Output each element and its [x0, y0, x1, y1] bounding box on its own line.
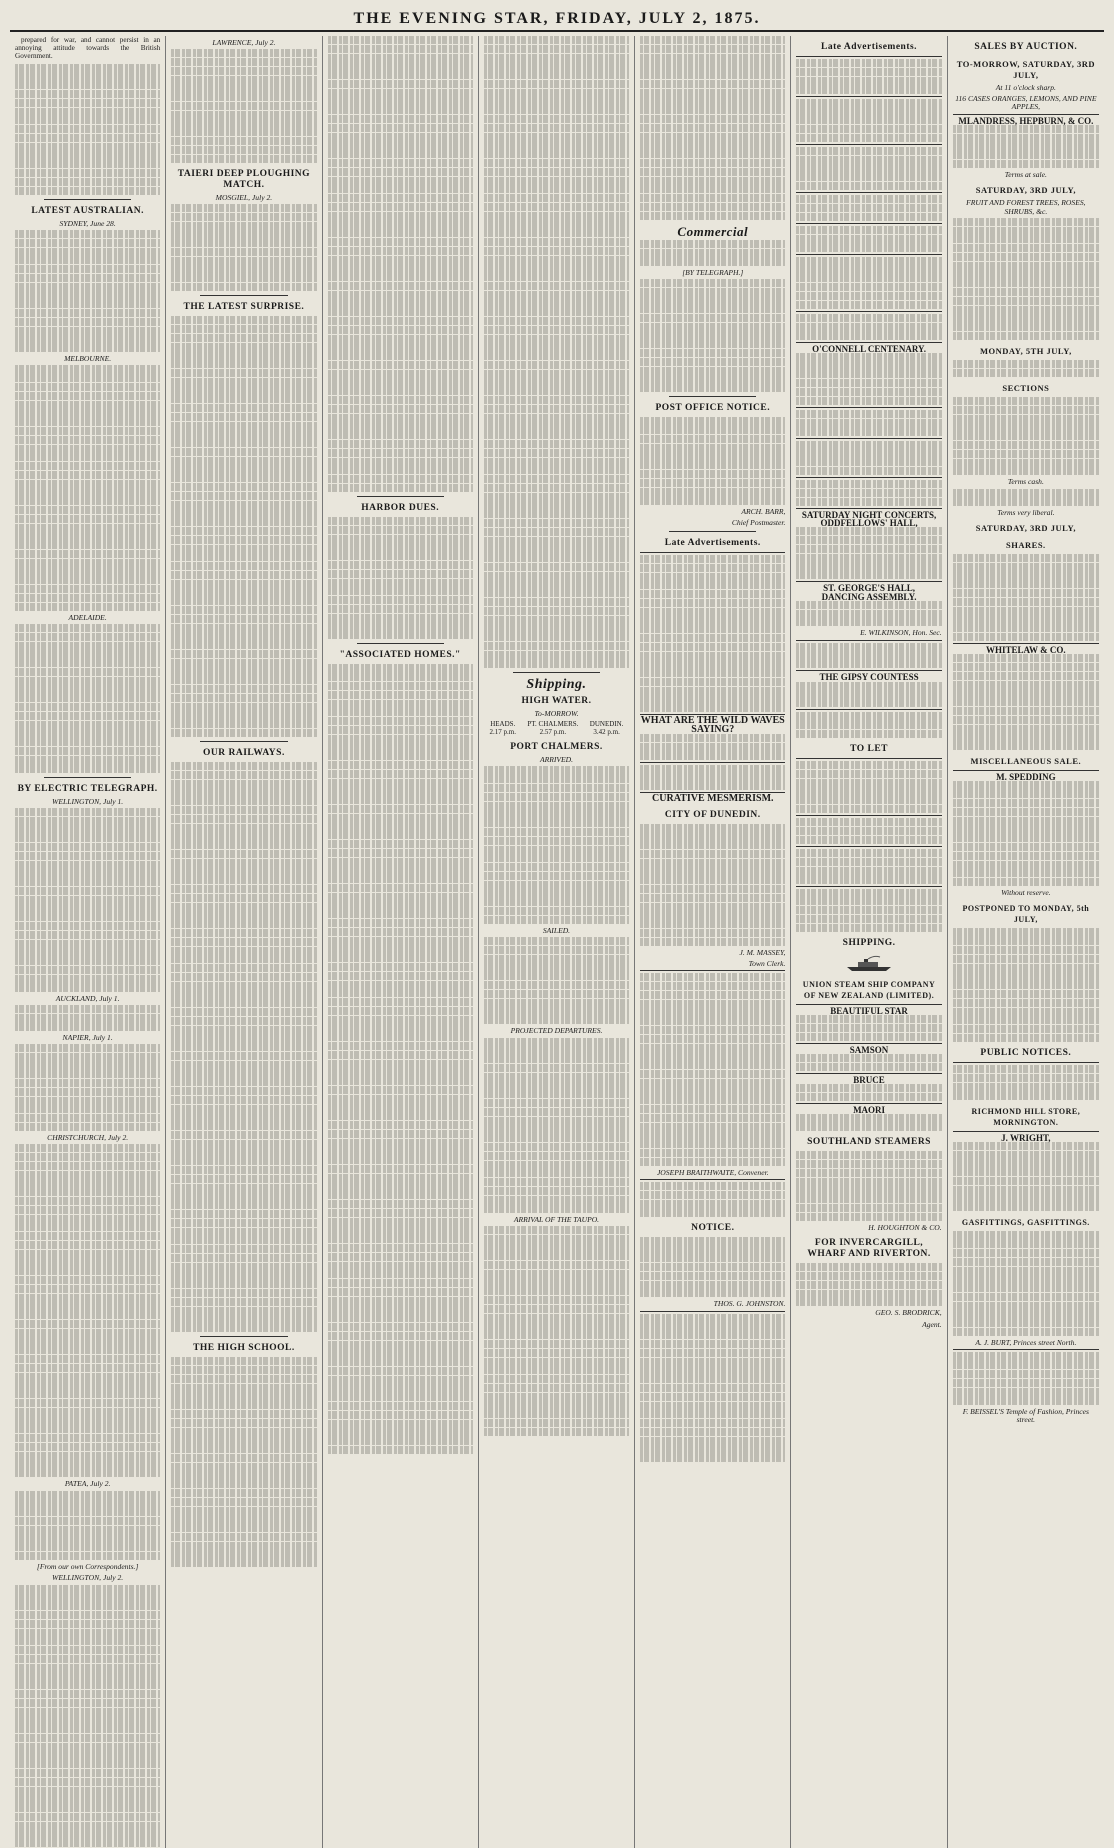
ad-title: MAORI	[853, 1105, 886, 1116]
text-block	[796, 1151, 941, 1221]
ad-block	[640, 762, 785, 791]
text-block	[953, 781, 1099, 886]
auction-line: Terms very liberal.	[997, 507, 1055, 517]
text-block	[796, 147, 941, 190]
ad-block	[953, 1062, 1099, 1100]
text-block	[640, 734, 785, 760]
signature: A. J. BURT, Princes street North.	[975, 1338, 1077, 1348]
ad-title: SAMSON	[849, 1044, 889, 1055]
text-block	[953, 218, 1099, 340]
article-intro: prepared for war, and cannot persist in an annoying attitude towards the British Government.	[15, 36, 161, 61]
text-block	[328, 664, 473, 1454]
divider	[669, 531, 756, 532]
ad-block	[640, 1311, 785, 1463]
signature: JOSEPH BRAITHWAITE, Convener.	[656, 1167, 769, 1177]
text-block	[796, 257, 941, 309]
ad-block	[796, 342, 941, 405]
headline: TAIERI DEEP PLOUGHING MATCH.	[177, 168, 311, 190]
text-block	[640, 417, 785, 504]
ad-block	[796, 477, 941, 506]
column-5	[635, 36, 791, 1848]
auction-line: FRUIT AND FOREST TREES, ROSES, SHRUBS, &c.	[966, 198, 1086, 216]
headline: SATURDAY, 3RD JULY,	[975, 522, 1076, 533]
ad-block	[953, 1349, 1099, 1404]
ad-title: O'CONNELL CENTENARY.	[812, 343, 926, 354]
ad-block	[796, 709, 941, 738]
tide-value: 2.17 p.m.	[489, 728, 516, 737]
headline: Late Advertisements.	[664, 537, 761, 548]
section-title: Shipping.	[526, 676, 587, 692]
text-block	[640, 279, 785, 393]
text-block	[796, 712, 941, 738]
text-block	[796, 1114, 941, 1131]
text-block	[796, 682, 941, 708]
ad-block	[796, 1073, 941, 1101]
text-block	[953, 125, 1099, 168]
signature: GEO. S. BRODRICK,	[875, 1308, 942, 1318]
signature: J. M. MASSEY,	[739, 947, 786, 957]
text-block	[15, 64, 160, 195]
headline: GASFITTINGS, GASFITTINGS.	[961, 1218, 1090, 1228]
text-block	[640, 1182, 785, 1217]
text-block	[15, 1044, 160, 1131]
text-block	[171, 204, 316, 291]
text-block	[15, 230, 160, 352]
ad-block	[796, 407, 941, 436]
divider	[44, 199, 131, 200]
auction-line: 116 CASES ORANGES, LEMONS, AND PINE APPLES,	[955, 94, 1097, 112]
ad-title: WHAT ARE THE WILD WAVES SAYING?	[640, 715, 785, 735]
text-block	[171, 316, 316, 737]
signature: E. WILKINSON, Hon. Sec.	[860, 628, 942, 638]
text-block	[953, 928, 1099, 1042]
text-block	[796, 761, 941, 813]
ad-block	[796, 815, 941, 844]
headline: Late Advertisements.	[821, 42, 918, 52]
text-block	[796, 353, 941, 405]
ad-block	[640, 552, 785, 712]
ad-title: ST. GEORGE'S HALL,	[823, 583, 915, 594]
text-block	[15, 1585, 160, 1848]
ad-block	[796, 438, 941, 476]
tide-table	[484, 720, 629, 736]
text-block	[953, 1231, 1099, 1336]
tide-cell	[590, 720, 624, 736]
headline: OUR RAILWAYS.	[203, 748, 285, 759]
ad-block	[796, 192, 941, 221]
firm-name: J. WRIGHT,	[1001, 1132, 1051, 1143]
ad-block	[640, 970, 785, 1166]
subhead: ARRIVED.	[539, 755, 574, 765]
dateline: MOSGIEL, July 2.	[215, 192, 273, 202]
dateline: WELLINGTON, July 1.	[52, 796, 124, 806]
tide-column: HEADS.	[490, 719, 516, 728]
signature: THOS. G. JOHNSTON.	[713, 1299, 786, 1309]
ad-block	[953, 1131, 1099, 1212]
signature: Chief Postmaster.	[731, 517, 786, 527]
dateline: AUCKLAND, July 1.	[55, 993, 120, 1003]
ad-title: THE GIPSY COUNTESS	[819, 672, 919, 683]
text-block	[484, 1226, 629, 1436]
ad-block	[640, 714, 785, 759]
text-block	[328, 36, 473, 492]
subhead: ARRIVAL OF THE TAUPO.	[513, 1214, 600, 1224]
ad-block	[796, 56, 941, 94]
text-block	[796, 480, 941, 506]
text-block	[953, 654, 1099, 750]
ad-block	[796, 1043, 941, 1071]
text-block	[171, 762, 316, 1332]
column-3	[323, 36, 479, 1848]
text-block	[640, 765, 785, 791]
ad-title: ODDFELLOWS' HALL,	[820, 518, 918, 529]
headline: "ASSOCIATED HOMES."	[339, 650, 461, 661]
tide-value: 2.57 p.m.	[539, 728, 567, 737]
text-block	[796, 314, 941, 340]
text-block	[15, 1144, 160, 1477]
ad-title: BEAUTIFUL STAR	[830, 1005, 908, 1016]
firm-name: MLANDRESS, HEPBURN, & CO.	[958, 115, 1094, 126]
text-block	[484, 36, 629, 668]
ad-title: CURATIVE MESMERISM.	[652, 793, 774, 805]
headline: NOTICE.	[691, 1222, 735, 1233]
text-block	[796, 527, 941, 579]
ad-block	[640, 792, 785, 803]
text-block	[796, 1015, 941, 1041]
column-2	[166, 36, 322, 1848]
text-block	[15, 808, 160, 992]
signature: ARCH. BARR,	[741, 506, 786, 516]
headline: HIGH WATER.	[521, 695, 592, 706]
signature: H. HOUGHTON & CO.	[868, 1222, 942, 1232]
telegraph-note: [BY TELEGRAPH.]	[682, 267, 744, 277]
headline: PORT CHALMERS.	[510, 742, 603, 753]
text-block	[640, 824, 785, 946]
column-1	[10, 36, 166, 1848]
ad-block	[796, 508, 941, 580]
text-block	[953, 489, 1099, 506]
subhead: SAILED.	[542, 925, 571, 935]
text-block	[796, 99, 941, 142]
ad-block	[796, 311, 941, 340]
text-block	[796, 889, 941, 932]
dateline: NAPIER, July 1.	[62, 1032, 113, 1042]
text-block	[796, 1263, 941, 1306]
divider	[200, 741, 287, 742]
ad-block	[796, 144, 941, 190]
tide-value: 3.42 p.m.	[593, 728, 620, 737]
divider	[357, 496, 444, 497]
headline: TO LET	[850, 744, 889, 755]
text-block	[796, 410, 941, 436]
dateline: LAWRENCE, July 2.	[212, 38, 276, 47]
ad-block	[953, 114, 1099, 169]
divider	[513, 672, 600, 673]
headline: POST OFFICE NOTICE.	[655, 403, 771, 414]
ad-block	[796, 886, 941, 932]
ad-block	[953, 643, 1099, 750]
text-block	[640, 1314, 785, 1463]
text-block	[15, 1005, 160, 1031]
footnote: [From our own Correspondents.]	[36, 1562, 139, 1572]
masthead	[10, 8, 1104, 32]
text-block	[484, 766, 629, 923]
headline: THE LATEST SURPRISE.	[183, 302, 305, 313]
auction-line: Without reserve.	[1001, 888, 1051, 898]
tide-cell	[490, 720, 516, 736]
text-block	[953, 554, 1099, 641]
text-block	[796, 226, 941, 252]
ad-block	[796, 581, 941, 637]
headline: BY ELECTRIC TELEGRAPH.	[17, 783, 158, 794]
headline: CITY OF DUNEDIN.	[664, 809, 761, 820]
headline: MONDAY, 5TH JULY,	[979, 346, 1072, 357]
headline: TO-MORROW, SATURDAY, 3RD JULY,	[956, 59, 1095, 80]
text-block	[953, 1142, 1099, 1212]
text-block	[796, 441, 941, 476]
headline: SHIPPING.	[842, 937, 896, 948]
divider	[44, 777, 131, 778]
text-block	[796, 1084, 941, 1101]
text-block	[796, 195, 941, 221]
tide-cell	[527, 720, 578, 736]
tide-label: To-MORROW.	[534, 708, 579, 718]
text-block	[15, 1491, 160, 1561]
headline: HARBOR DUES.	[361, 503, 440, 514]
firm-name: M. SPEDDING	[996, 772, 1056, 783]
firm-name: WHITELAW & CO.	[986, 645, 1066, 656]
ad-block	[796, 1004, 941, 1041]
tide-column: DUNEDIN.	[589, 719, 624, 728]
text-block	[484, 937, 629, 1024]
subhead: PROJECTED DEPARTURES.	[510, 1026, 603, 1036]
text-block	[953, 397, 1099, 475]
text-block	[796, 59, 941, 94]
text-block	[640, 973, 785, 1166]
column-4	[479, 36, 635, 1848]
ad-block	[953, 770, 1099, 886]
dateline: WELLINGTON, July 2.	[52, 1573, 124, 1583]
text-block	[15, 365, 160, 610]
auction-line: Terms cash.	[1007, 477, 1044, 487]
column-6	[791, 36, 947, 1848]
column-7	[948, 36, 1104, 1848]
divider	[200, 295, 287, 296]
text-block	[640, 36, 785, 220]
ad-block	[796, 223, 941, 252]
divider	[669, 396, 756, 397]
text-block	[171, 1357, 316, 1567]
auction-line: At 11 o'clock sharp.	[995, 83, 1056, 92]
signature: Town Clerk.	[748, 959, 786, 969]
headline: SOUTHLAND STEAMERS	[807, 1137, 931, 1148]
ad-block	[796, 1103, 941, 1131]
ad-block	[796, 670, 941, 707]
headline: UNION STEAM SHIP COMPANY OF NEW ZEALAND (LIMITED).	[802, 979, 936, 1000]
ad-block	[796, 254, 941, 309]
text-block	[328, 517, 473, 639]
signature: Agent.	[922, 1319, 942, 1329]
headline: SECTIONS	[1002, 383, 1050, 394]
ad-title: DANCING ASSEMBLY.	[821, 591, 917, 602]
masthead-title: THE EVENING STAR, FRIDAY, JULY 2, 1875.	[353, 10, 761, 27]
text-block	[796, 601, 941, 627]
columns	[10, 36, 1104, 1583]
text-block	[953, 1352, 1099, 1404]
headline: SHARES.	[1006, 539, 1046, 550]
tide-column: PT. CHALMERS.	[527, 719, 579, 728]
headline: THE HIGH SCHOOL.	[193, 1343, 295, 1354]
text-block	[640, 1237, 785, 1298]
headline: RICHMOND HILL STORE, MORNINGTON.	[971, 1106, 1081, 1127]
steamship-icon	[844, 953, 894, 973]
divider	[200, 1336, 287, 1337]
text-block	[15, 624, 160, 773]
text-block	[796, 1054, 941, 1071]
headline: FOR INVERCARGILL, WHARF AND RIVERTON.	[807, 1238, 931, 1260]
text-block	[171, 49, 316, 163]
headline: LATEST AUSTRALIAN.	[31, 205, 144, 216]
signature: F. BEISSEL'S Temple of Fashion, Princes street.	[962, 1406, 1089, 1424]
headline: PUBLIC NOTICES.	[980, 1048, 1072, 1059]
dateline: PATEA, July 2.	[64, 1479, 111, 1489]
text-block	[953, 360, 1099, 377]
headline: POSTPONED TO MONDAY, 5th JULY,	[962, 904, 1090, 925]
text-block	[796, 818, 941, 844]
ad-title: SATURDAY NIGHT CONCERTS,	[801, 509, 937, 520]
headline: MISCELLANEOUS SALE.	[970, 756, 1082, 767]
dateline: MELBOURNE.	[64, 354, 112, 364]
text-block	[640, 240, 785, 266]
ad-block	[796, 96, 941, 142]
dateline: SYDNEY, June 28.	[59, 218, 116, 228]
ad-title: BRUCE	[853, 1074, 885, 1085]
text-block	[484, 1038, 629, 1213]
headline: SATURDAY, 3RD JULY,	[975, 185, 1076, 196]
text-block	[953, 1065, 1099, 1100]
headline: SALES BY AUCTION.	[974, 42, 1078, 52]
ad-block	[796, 640, 941, 669]
ad-block	[796, 846, 941, 884]
text-block	[640, 555, 785, 712]
ad-block	[640, 1179, 785, 1217]
dateline: CHRISTCHURCH, July 2.	[47, 1133, 129, 1143]
auction-line: Terms at sale.	[1004, 170, 1047, 180]
section-title: Commercial	[677, 223, 749, 239]
divider	[357, 643, 444, 644]
text-block	[796, 849, 941, 884]
dateline: ADELAIDE.	[68, 612, 107, 622]
ad-block	[796, 758, 941, 813]
text-block	[796, 643, 941, 669]
